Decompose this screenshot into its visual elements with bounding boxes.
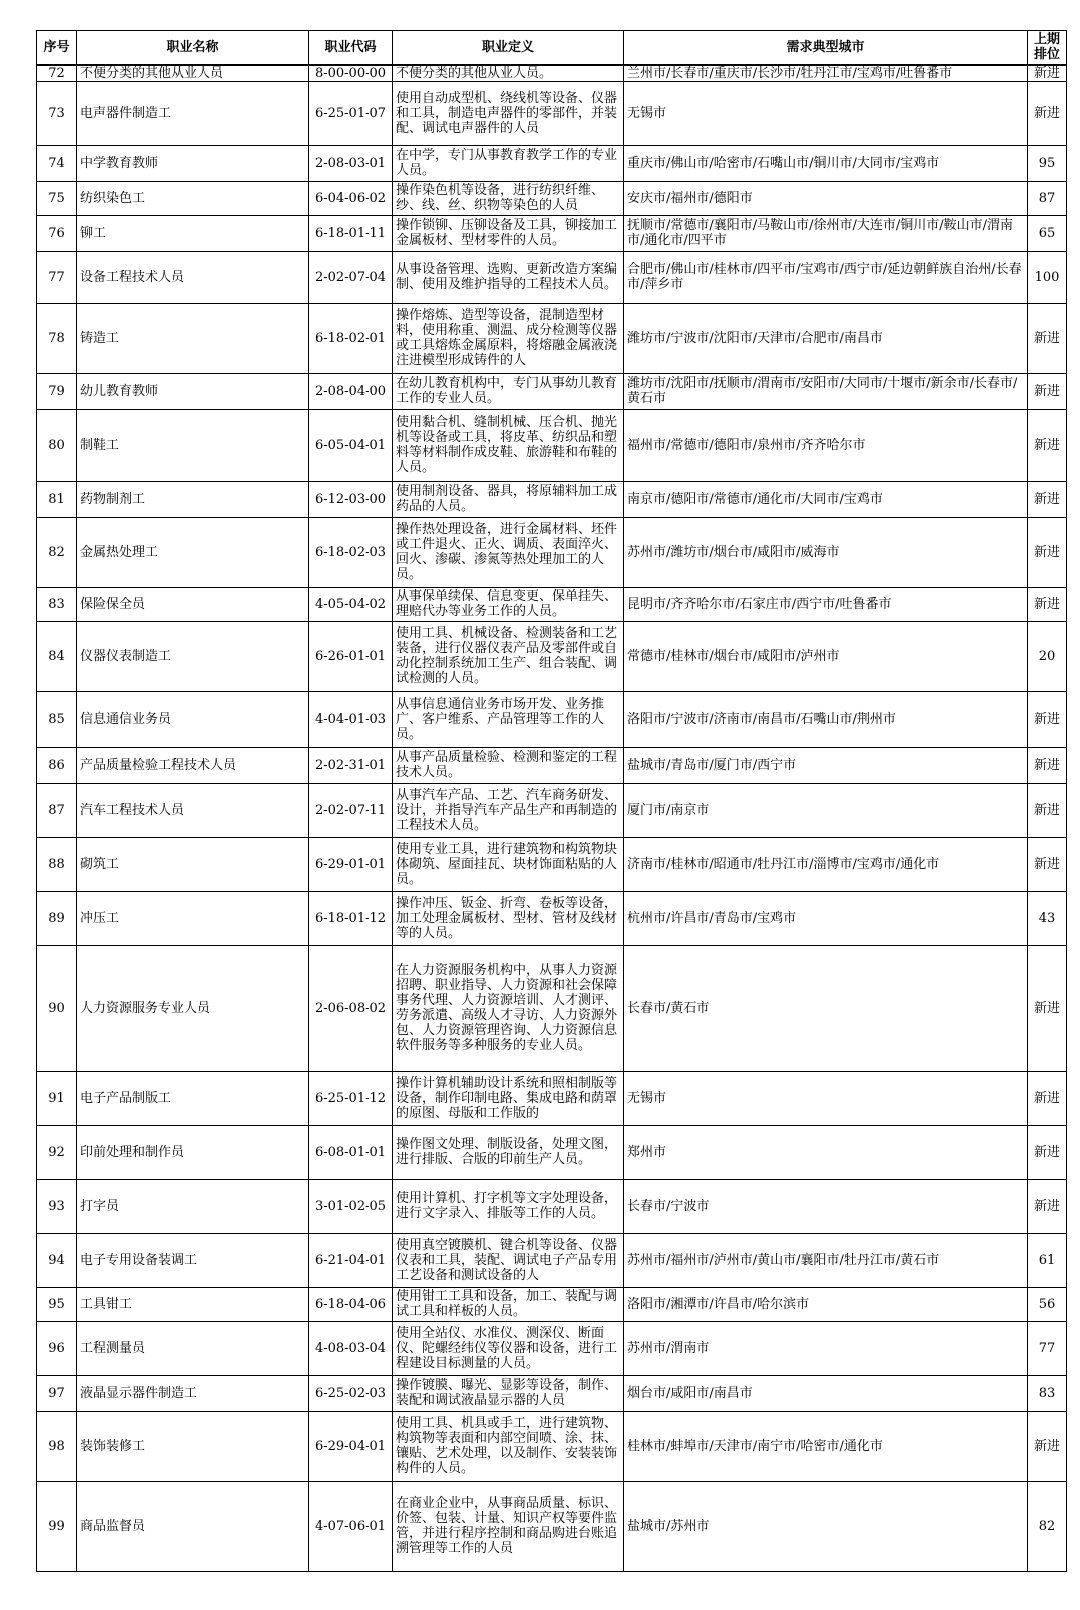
previous-rank: 新进	[1028, 517, 1067, 587]
occupation-name: 液晶显示器件制造工	[77, 1375, 309, 1411]
occupation-definition: 操作冲压、钣金、折弯、卷板等设备，加工处理金属板材、型材、管材及线材等的人员。	[393, 891, 624, 945]
occupation-code: 4-04-01-03	[309, 691, 393, 747]
table-row	[37, 409, 1067, 481]
occupation-code: 2-06-08-02	[309, 945, 393, 1071]
row-no: 87	[37, 783, 77, 837]
row-no: 83	[37, 587, 77, 621]
occupation-name: 工程测量员	[77, 1321, 309, 1375]
occupation-definition: 使用黏合机、缝制机械、压合机、抛光机等设备或工具，将皮革、纺织品和塑料等材料制作成皮鞋、旅游鞋和布鞋的人员。	[393, 409, 624, 481]
occupation-code: 6-12-03-00	[309, 481, 393, 517]
typical-cities: 长春市/黄石市	[624, 945, 1028, 1071]
previous-rank: 87	[1028, 181, 1067, 215]
row-no: 94	[37, 1233, 77, 1287]
occupation-code: 3-01-02-05	[309, 1179, 393, 1233]
typical-cities: 南京市/德阳市/常德市/通化市/大同市/宝鸡市	[624, 481, 1028, 517]
occupation-name: 纺织染色工	[77, 181, 309, 215]
occupation-definition: 使用真空镀膜机、键合机等设备、仪器仪表和工具，装配、调试电子产品专用工艺设备和测试设备的人	[393, 1233, 624, 1287]
occupation-definition: 使用钳工工具和设备，加工、装配与调试工具和样板的人员。	[393, 1287, 624, 1321]
occupation-code: 6-26-01-01	[309, 621, 393, 691]
typical-cities: 烟台市/咸阳市/南昌市	[624, 1375, 1028, 1411]
row-no: 80	[37, 409, 77, 481]
occupation-code: 6-25-01-12	[309, 1071, 393, 1125]
row-no: 74	[37, 145, 77, 181]
occupation-definition: 操作计算机辅助设计系统和照相制版等设备，制作印制电路、集成电路和荫罩的原图、母版和工作版的	[393, 1071, 624, 1125]
occupation-name: 汽车工程技术人员	[77, 783, 309, 837]
row-no: 81	[37, 481, 77, 517]
table-row	[37, 145, 1067, 181]
row-no: 84	[37, 621, 77, 691]
occupation-name: 制鞋工	[77, 409, 309, 481]
header-definition: 职业定义	[393, 31, 624, 65]
occupation-name: 药物制剂工	[77, 481, 309, 517]
occupation-definition: 操作锁铆、压铆设备及工具，铆接加工金属板材、型材零件的人员。	[393, 215, 624, 251]
occupation-definition: 使用工具、机具或手工，进行建筑物、构筑物等表面和内部空间喷、涂、抹、镶贴、艺术处理，以及制作、安装装饰构件的人员。	[393, 1411, 624, 1481]
table-row	[37, 1287, 1067, 1321]
occupation-definition: 操作熔炼、造型等设备，混制造型材料，使用称重、测温、成分检测等仪器或工具熔炼金属原料，将熔融金属液浇注进模型形成铸件的人	[393, 303, 624, 373]
occupation-code: 2-08-03-01	[309, 145, 393, 181]
occupation-name: 不便分类的其他从业人员	[77, 65, 309, 82]
table-row	[37, 1125, 1067, 1179]
table-row	[37, 1375, 1067, 1411]
table-row	[37, 303, 1067, 373]
header-row	[37, 31, 1067, 65]
row-no: 92	[37, 1125, 77, 1179]
table-row	[37, 945, 1067, 1071]
previous-rank: 83	[1028, 1375, 1067, 1411]
typical-cities: 昆明市/齐齐哈尔市/石家庄市/西宁市/吐鲁番市	[624, 587, 1028, 621]
occupation-name: 人力资源服务专业人员	[77, 945, 309, 1071]
previous-rank: 65	[1028, 215, 1067, 251]
occupation-name: 保险保全员	[77, 587, 309, 621]
previous-rank: 新进	[1028, 747, 1067, 783]
typical-cities: 桂林市/蚌埠市/天津市/南宁市/哈密市/通化市	[624, 1411, 1028, 1481]
table-row	[37, 691, 1067, 747]
row-no: 89	[37, 891, 77, 945]
occupation-code: 6-18-04-06	[309, 1287, 393, 1321]
occupation-name: 幼儿教育教师	[77, 373, 309, 409]
typical-cities: 重庆市/佛山市/哈密市/石嘴山市/铜川市/大同市/宝鸡市	[624, 145, 1028, 181]
previous-rank: 新进	[1028, 373, 1067, 409]
table-row	[37, 1071, 1067, 1125]
row-no: 93	[37, 1179, 77, 1233]
previous-rank: 20	[1028, 621, 1067, 691]
row-no: 88	[37, 837, 77, 891]
occupation-code: 6-29-04-01	[309, 1411, 393, 1481]
occupation-definition: 操作镀膜、曝光、显影等设备，制作、装配和调试液晶显示器的人员	[393, 1375, 624, 1411]
occupation-definition: 在中学，专门从事教育教学工作的专业人员。	[393, 145, 624, 181]
table-row	[37, 1481, 1067, 1571]
occupation-name: 信息通信业务员	[77, 691, 309, 747]
header-rank: 上期排位	[1028, 31, 1067, 65]
occupation-name: 铆工	[77, 215, 309, 251]
typical-cities: 潍坊市/宁波市/沈阳市/天津市/合肥市/南昌市	[624, 303, 1028, 373]
occupation-definition: 从事产品质量检验、检测和鉴定的工程技术人员。	[393, 747, 624, 783]
occupation-name: 仪器仪表制造工	[77, 621, 309, 691]
occupation-code: 6-18-02-03	[309, 517, 393, 587]
typical-cities: 无锡市	[624, 81, 1028, 145]
previous-rank: 新进	[1028, 691, 1067, 747]
row-no: 76	[37, 215, 77, 251]
occupation-name: 中学教育教师	[77, 145, 309, 181]
previous-rank: 新进	[1028, 81, 1067, 145]
typical-cities: 安庆市/福州市/德阳市	[624, 181, 1028, 215]
typical-cities: 无锡市	[624, 1071, 1028, 1125]
typical-cities: 盐城市/青岛市/厦门市/西宁市	[624, 747, 1028, 783]
occupation-name: 印前处理和制作员	[77, 1125, 309, 1179]
table-row	[37, 1179, 1067, 1233]
row-no: 78	[37, 303, 77, 373]
occupation-definition: 从事设备管理、选购、更新改造方案编制、使用及维护指导的工程技术人员。	[393, 251, 624, 303]
occupation-code: 8-00-00-00	[309, 65, 393, 82]
previous-rank: 新进	[1028, 65, 1067, 82]
row-no: 97	[37, 1375, 77, 1411]
occupation-code: 6-05-04-01	[309, 409, 393, 481]
occupation-name: 商品监督员	[77, 1481, 309, 1571]
occupation-definition: 使用计算机、打字机等文字处理设备，进行文字录入、排版等工作的人员。	[393, 1179, 624, 1233]
typical-cities: 济南市/桂林市/昭通市/牡丹江市/淄博市/宝鸡市/通化市	[624, 837, 1028, 891]
occupation-name: 工具钳工	[77, 1287, 309, 1321]
occupation-definition: 使用专业工具，进行建筑物和构筑物块体砌筑、屋面挂瓦、块材饰面粘贴的人员。	[393, 837, 624, 891]
occupation-code: 6-21-04-01	[309, 1233, 393, 1287]
occupation-definition: 从事保单续保、信息变更、保单挂失、理赔代办等业务工作的人员。	[393, 587, 624, 621]
occupation-code: 6-29-01-01	[309, 837, 393, 891]
typical-cities: 盐城市/苏州市	[624, 1481, 1028, 1571]
occupation-name: 电子专用设备装调工	[77, 1233, 309, 1287]
table-row	[37, 587, 1067, 621]
typical-cities: 长春市/宁波市	[624, 1179, 1028, 1233]
occupation-table	[36, 30, 1067, 1572]
header-name: 职业名称	[77, 31, 309, 65]
table-row	[37, 891, 1067, 945]
occupation-code: 6-18-01-11	[309, 215, 393, 251]
table-row	[37, 181, 1067, 215]
typical-cities: 抚顺市/常德市/襄阳市/马鞍山市/徐州市/大连市/铜川市/鞍山市/渭南市/通化市/四平市	[624, 215, 1028, 251]
occupation-definition: 不便分类的其他从业人员。	[393, 65, 624, 82]
occupation-code: 2-02-31-01	[309, 747, 393, 783]
previous-rank: 新进	[1028, 1071, 1067, 1125]
previous-rank: 新进	[1028, 783, 1067, 837]
occupation-definition: 使用工具、机械设备、检测装备和工艺装备，进行仪器仪表产品及零部件或自动化控制系统加工生产、组合装配、调试检测的人员。	[393, 621, 624, 691]
occupation-code: 4-05-04-02	[309, 587, 393, 621]
occupation-definition: 操作图文处理、制版设备，处理文图，进行排版、合版的印前生产人员。	[393, 1125, 624, 1179]
occupation-code: 6-18-02-01	[309, 303, 393, 373]
typical-cities: 厦门市/南京市	[624, 783, 1028, 837]
occupation-definition: 在幼儿教育机构中，专门从事幼儿教育工作的专业人员。	[393, 373, 624, 409]
row-no: 82	[37, 517, 77, 587]
previous-rank: 新进	[1028, 945, 1067, 1071]
table-row	[37, 373, 1067, 409]
row-no: 95	[37, 1287, 77, 1321]
typical-cities: 洛阳市/湘潭市/许昌市/哈尔滨市	[624, 1287, 1028, 1321]
previous-rank: 43	[1028, 891, 1067, 945]
row-no: 73	[37, 81, 77, 145]
occupation-definition: 从事信息通信业务市场开发、业务推广、客户维系、产品管理等工作的人员。	[393, 691, 624, 747]
occupation-definition: 从事汽车产品、工艺、汽车商务研发、设计，并指导汽车产品生产和再制造的工程技术人员。	[393, 783, 624, 837]
typical-cities: 苏州市/潍坊市/烟台市/咸阳市/威海市	[624, 517, 1028, 587]
occupation-definition: 操作热处理设备，进行金属材料、坯件或工件退火、正火、调质、表面淬火、回火、渗碳、渗氮等热处理加工的人员。	[393, 517, 624, 587]
occupation-name: 打字员	[77, 1179, 309, 1233]
occupation-definition: 操作染色机等设备，进行纺织纤维、纱、线、丝、织物等染色的人员	[393, 181, 624, 215]
typical-cities: 合肥市/佛山市/桂林市/四平市/宝鸡市/西宁市/延边朝鲜族自治州/长春市/萍乡市	[624, 251, 1028, 303]
previous-rank: 新进	[1028, 587, 1067, 621]
occupation-name: 铸造工	[77, 303, 309, 373]
occupation-code: 4-08-03-04	[309, 1321, 393, 1375]
occupation-code: 6-08-01-01	[309, 1125, 393, 1179]
previous-rank: 61	[1028, 1233, 1067, 1287]
typical-cities: 洛阳市/宁波市/济南市/南昌市/石嘴山市/荆州市	[624, 691, 1028, 747]
previous-rank: 82	[1028, 1481, 1067, 1571]
table-row	[37, 837, 1067, 891]
table-row	[37, 1321, 1067, 1375]
occupation-name: 产品质量检验工程技术人员	[77, 747, 309, 783]
previous-rank: 新进	[1028, 1125, 1067, 1179]
row-no: 91	[37, 1071, 77, 1125]
row-no: 96	[37, 1321, 77, 1375]
previous-rank: 56	[1028, 1287, 1067, 1321]
table-row	[37, 481, 1067, 517]
typical-cities: 苏州市/渭南市	[624, 1321, 1028, 1375]
typical-cities: 杭州市/许昌市/青岛市/宝鸡市	[624, 891, 1028, 945]
occupation-code: 6-25-01-07	[309, 81, 393, 145]
occupation-code: 2-02-07-11	[309, 783, 393, 837]
occupation-definition: 使用制剂设备、器具，将原辅料加工成药品的人员。	[393, 481, 624, 517]
previous-rank: 新进	[1028, 1179, 1067, 1233]
table-row	[37, 621, 1067, 691]
typical-cities: 常德市/桂林市/烟台市/咸阳市/泸州市	[624, 621, 1028, 691]
table-row	[37, 251, 1067, 303]
occupation-code: 6-25-02-03	[309, 1375, 393, 1411]
occupation-code: 2-08-04-00	[309, 373, 393, 409]
table-row	[37, 783, 1067, 837]
occupation-name: 冲压工	[77, 891, 309, 945]
typical-cities: 兰州市/长春市/重庆市/长沙市/牡丹江市/宝鸡市/吐鲁番市	[624, 65, 1028, 82]
occupation-name: 装饰装修工	[77, 1411, 309, 1481]
previous-rank: 新进	[1028, 837, 1067, 891]
table-row	[37, 1233, 1067, 1287]
occupation-code: 4-07-06-01	[309, 1481, 393, 1571]
header-code: 职业代码	[309, 31, 393, 65]
row-no: 85	[37, 691, 77, 747]
occupation-definition: 在人力资源服务机构中，从事人力资源招聘、职业指导、人力资源和社会保障事务代理、人力资源培训、人才测评、劳务派遣、高级人才寻访、人力资源外包、人力资源管理咨询、人力资源信息软件服务等多种服务的专业人员。	[393, 945, 624, 1071]
row-no: 77	[37, 251, 77, 303]
row-no: 90	[37, 945, 77, 1071]
table-row	[37, 81, 1067, 145]
occupation-code: 6-18-01-12	[309, 891, 393, 945]
previous-rank: 100	[1028, 251, 1067, 303]
previous-rank: 新进	[1028, 409, 1067, 481]
row-no: 98	[37, 1411, 77, 1481]
occupation-name: 砌筑工	[77, 837, 309, 891]
occupation-definition: 在商业企业中，从事商品质量、标识、价签、包装、计量、知识产权等要件监管，并进行程序控制和商品购进台账追溯管理等工作的人员	[393, 1481, 624, 1571]
typical-cities: 苏州市/福州市/泸州市/黄山市/襄阳市/牡丹江市/黄石市	[624, 1233, 1028, 1287]
occupation-definition: 使用自动成型机、绕线机等设备、仪器和工具，制造电声器件的零部件，并装配、调试电声器件的人员	[393, 81, 624, 145]
table-row	[37, 215, 1067, 251]
typical-cities: 郑州市	[624, 1125, 1028, 1179]
occupation-definition: 使用全站仪、水准仪、测深仪、断面仪、陀螺经纬仪等仪器和设备，进行工程建设目标测量的人员。	[393, 1321, 624, 1375]
table-row	[37, 517, 1067, 587]
occupation-name: 设备工程技术人员	[77, 251, 309, 303]
occupation-code: 2-02-07-04	[309, 251, 393, 303]
occupation-name: 金属热处理工	[77, 517, 309, 587]
row-no: 79	[37, 373, 77, 409]
typical-cities: 福州市/常德市/德阳市/泉州市/齐齐哈尔市	[624, 409, 1028, 481]
table-row	[37, 1411, 1067, 1481]
previous-rank: 新进	[1028, 303, 1067, 373]
row-no: 86	[37, 747, 77, 783]
typical-cities: 潍坊市/沈阳市/抚顺市/渭南市/安阳市/大同市/十堰市/新余市/长春市/黄石市	[624, 373, 1028, 409]
previous-rank: 新进	[1028, 1411, 1067, 1481]
header-cities: 需求典型城市	[624, 31, 1028, 65]
occupation-code: 6-04-06-02	[309, 181, 393, 215]
occupation-name: 电声器件制造工	[77, 81, 309, 145]
previous-rank: 77	[1028, 1321, 1067, 1375]
occupation-name: 电子产品制版工	[77, 1071, 309, 1125]
previous-rank: 95	[1028, 145, 1067, 181]
row-no: 75	[37, 181, 77, 215]
table-row	[37, 747, 1067, 783]
table-row	[37, 65, 1067, 82]
previous-rank: 新进	[1028, 481, 1067, 517]
row-no: 99	[37, 1481, 77, 1571]
header-no: 序号	[37, 31, 77, 65]
row-no: 72	[37, 65, 77, 82]
